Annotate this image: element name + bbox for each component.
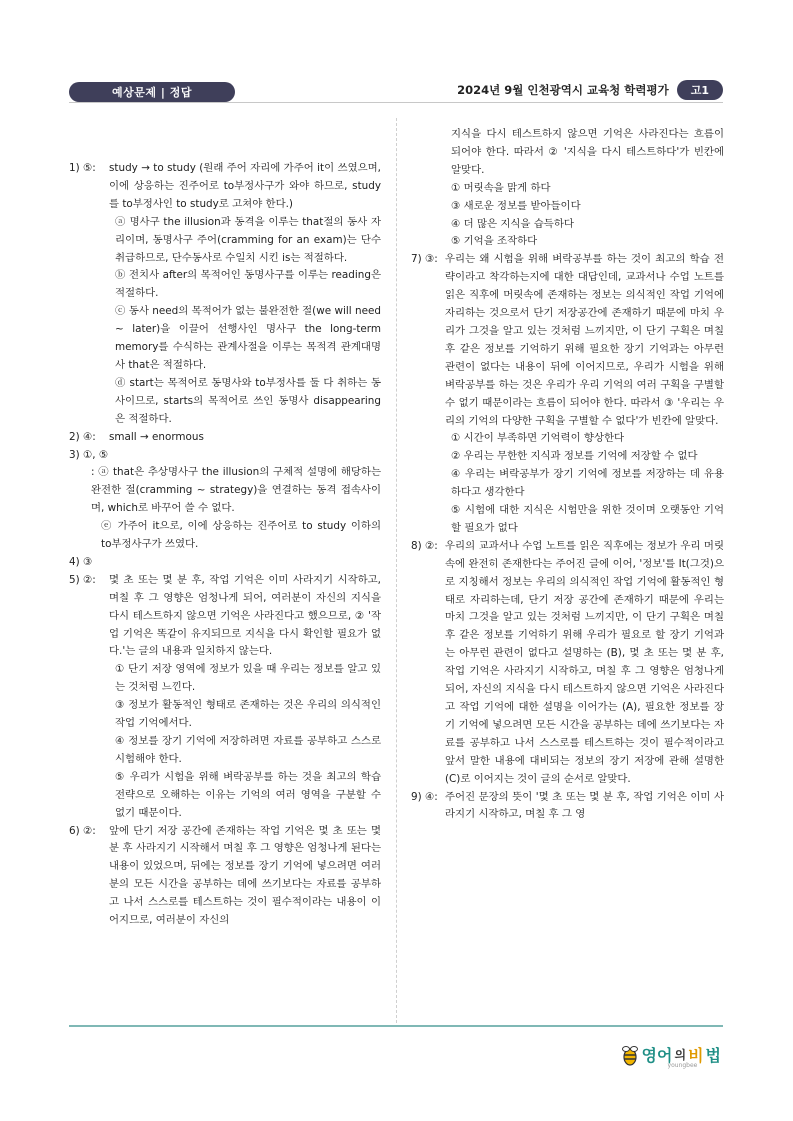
option-3: ③ 새로운 정보를 받아들이다 [451,199,581,212]
option-4: ④ 정보를 장기 기억에 저장하려면 자료를 공부하고 스스로 시험해야 한다. [115,735,381,765]
option-4: ④ 더 많은 지식을 습득하다 [451,217,574,230]
question-3 [69,447,381,465]
question-number: 7) ③: [411,253,438,266]
explanation-c: ⓒ 동사 need의 목적어가 없는 불완전한 절(we will need ~ later)을 이끌어 선행사인 명사구 the long-term memory를 수식하는 관계사절을 이루는 목적격 관계대명사 that은 적절하다. [115,305,381,371]
question-4 [69,554,381,572]
answer-text: 몇 초 또는 몇 분 후, 작업 기억은 이미 사라지기 시작하고, 며칠 후 그 영향은 엄청나게 되어, 여러분이 자신의 지식을 다시 테스트하지 않으면 기억은 사라진다고 했으므로, ② '작업 기억은 똑같이 유지되므로 지식을 다시 확인할 필요가 없다.'는 글의 내용과 일치하지 않는다. [109,573,381,658]
explanation-e: ⓔ 가주어 it으로, 이에 상응하는 진주어로 to study 이하의 to부정사구가 쓰였다. [101,520,381,551]
answer-text: small → enormous [109,430,204,443]
exam-title: 2024년 9월 인천광역시 교육청 학력평가 [457,83,669,97]
question-number: 2) ④: [69,430,96,443]
footer-divider [69,1025,723,1027]
option-2: ② 우리는 무한한 지식과 정보를 기억에 저장할 수 없다 [451,450,698,463]
explanation-a: ⓐ 명사구 the illusion과 동격을 이루는 that절의 동사 자리이며, 동명사구 주어(cramming for an exam)는 단수 취급하므로, 단수동사로 수일치 시킨 is는 적절하다. [115,215,381,264]
right-column [411,126,724,824]
answer-text: 주어진 문장의 뜻이 '몇 초 또는 몇 분 후, 작업 기억은 이미 사라지기 시작하고, 며칠 후 그 영 [445,790,724,821]
header-right [457,80,723,100]
question-2 [69,429,381,447]
answer-text: study → to study (원래 주어 자리에 가주어 it이 쓰였으며, 이에 상응하는 진주어로 to부정사구가 와야 하므로, study를 to부정사인 to study로 고쳐야 한다.) [109,162,381,210]
explanation-d: ⓓ start는 목적어로 동명사와 to부정사를 둘 다 취하는 동사이므로, starts의 목적어로 쓰인 동명사 disappearing은 적절하다. [115,376,381,425]
grade-badge: 고1 [677,80,723,100]
question-6 [69,823,381,930]
option-4: ④ 우리는 벼락공부가 장기 기억에 정보를 저장하는 데 유용하다고 생각한다 [451,468,724,499]
option-3: ③ 정보가 활동적인 형태로 존재하는 것은 우리의 의식적인 작업 기억에서다. [115,699,381,730]
brand-logo [620,1043,721,1069]
question-number: 8) ②: [411,539,438,552]
question-number: 1) ⑤: [69,162,96,174]
logo-text-2: 의 [674,1048,687,1062]
answer-text: 우리의 교과서나 수업 노트를 읽은 직후에는 정보가 우리 머릿속에 완전히 존재한다는 주어진 글에 이어, '정보'를 It(그것)으로 지칭해서 정보는 우리의 의식적인 작업 기억에 활동적인 형태로 자리하는데, 단기 저장 공간에 존재하기 때문에 우리는 마치 그것을 알고 있는 것처럼 느끼지만, 이 단기 구획은 며칠 후 같은 정보를 기억하기 위해 우리가 필요로 할 장기 기억과는 아무런 관련이 없다고 설명하는 (B), 몇 초 또는 몇 분 후, 작업 기억은 사라지기 시작하고, 며칠 후 그 영향은 엄청나게 되어, 자신의 지식을 다시 테스트하지 않으면 기억은 사라진다고 작업 기억에 대한 설명을 이어가는 (A), 필요한 정보를 장기 기억에 넣으려면 모든 시간을 공부하는 데에 쓰기보다는 자료를 공부하고 나서 스스로를 테스트하는 것이 필수적이라고 앞서 말한 내용에 대비되는 정보의 장기 저장에 관해 설명한 (C)로 이어지는 것이 글의 순서로 알맞다. [445,539,724,785]
option-5: ⑤ 기억을 조작하다 [451,235,538,248]
option-1: ① 머릿속을 맑게 하다 [451,181,551,194]
option-1: ① 단기 저장 영역에 정보가 있을 때 우리는 정보를 알고 있는 것처럼 느낀다. [115,663,381,694]
explanation-a: : ⓐ that은 추상명사구 the illusion의 구체적 설명에 해당하는 완전한 절(cramming ~ strategy)을 연결하는 동격 접속사이며, which로 바꾸어 쓸 수 없다. [91,466,381,515]
question-9 [411,789,724,825]
explanation-b: ⓑ 전치사 after의 목적어인 동명사구를 이루는 reading은 적절하다. [115,269,381,300]
answer-text: 우리는 왜 시험을 위해 벼락공부를 하는 것이 최고의 학습 전략이라고 착각하는지에 대한 대답인데, 교과서나 수업 노트를 읽은 직후에 머릿속에 존재하는 정보는 의식적인 작업 기억에 자리하는 것으로서 단기 저장공간에 존재하기 때문에 마치 우리가 그것을 알고 있는 것처럼 느끼지만, 이 단기 구획은 며칠 후 같은 정보를 기억하기 위해 필요한 장기 기억과는 아무런 관련이 없다는 내용이 뒤에 이어지므로, 우리가 시험을 위해 벼락공부를 하는 것은 우리가 우리 기억의 여러 구획을 구별할 수 없기 때문이라는 흐름이 되어야 한다. 따라서 ③ '우리는 우리의 기억의 다양한 구획을 구별할 수 없다'가 빈칸에 알맞다. [445,253,724,427]
question-8 [411,538,724,789]
logo-text-3: 비 [688,1046,704,1065]
question-number: 4) ③ [69,555,93,568]
question-5 [69,572,381,662]
option-1: ① 시간이 부족하면 기억력이 향상한다 [451,432,625,445]
logo-text-1: 영어 [641,1046,673,1065]
answer-continued: 지식을 다시 테스트하지 않으면 기억은 사라진다는 흐름이 되어야 한다. 따라서 ② '지식을 다시 테스트하다'가 빈칸에 알맞다. [451,128,724,176]
question-number: 6) ②: [69,824,96,837]
question-1 [69,160,381,214]
question-7 [411,251,724,430]
column-divider [396,118,397,1023]
question-number: 5) ②: [69,573,96,586]
logo-subtext: youngbee [667,1062,698,1069]
header-label: 예상문제 | 정답 [69,82,235,102]
question-number: 9) ④: [411,790,438,803]
left-column [69,160,381,930]
option-5: ⑤ 시험에 대한 지식은 시험만을 위한 것이며 오랫동안 기억할 필요가 없다 [451,504,724,534]
answer-text: 앞에 단기 저장 공간에 존재하는 작업 기억은 몇 초 또는 몇 분 후 사라지기 시작해서 며칠 후 그 영향은 엄청나게 된다는 내용이 있었으며, 뒤에는 정보를 장기 기억에 넣으려면 여러분의 모든 시간을 공부하는 데에 쓰기보다는 자료를 공부하고 나서 스스로를 테스트하는 것이 필수적이라는 내용이 이어지므로, 여러분이 자신의 [109,824,381,927]
header-divider [69,102,723,103]
bee-icon [620,1044,640,1066]
option-5: ⑤ 우리가 시험을 위해 벼락공부를 하는 것을 최고의 학습 전략으로 오해하는 이유는 기억의 여러 영역을 구분할 수 없기 때문이다. [115,770,381,819]
question-number: 3) ①, ⑤ [69,448,109,461]
logo-text-4: 법 [705,1046,721,1065]
